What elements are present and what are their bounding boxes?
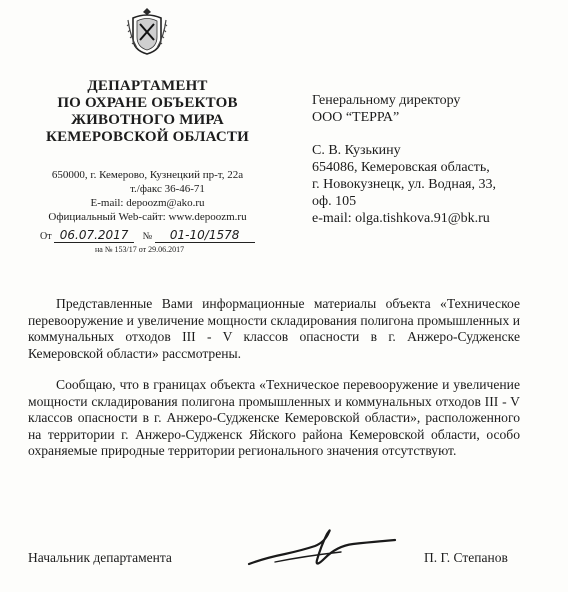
- sender-contacts: [25, 168, 270, 224]
- outgoing-number: 01-10/1578: [155, 228, 255, 243]
- body-paragraph-1: Представленные Вами информационные материалы объекта «Техническое перевооружение и увеличение мощности складирования полигона промышленных и коммунальных отходов III - V классов опасности в г. Анжеро-Судженске Кемеровской области» рассмотрены.: [28, 296, 520, 361]
- date-prefix: От: [40, 231, 52, 242]
- department-name: [25, 78, 270, 146]
- sender-website: Официальный Web-сайт: www.depoozm.ru: [48, 211, 247, 223]
- recipient-title: Генеральному директору: [312, 93, 461, 108]
- sender-email: E-mail: depoozm@ako.ru: [90, 197, 205, 209]
- signer-position: Начальник департамента: [28, 550, 172, 565]
- reply-to-reference: на № 153/17 от 29.06.2017: [95, 245, 185, 254]
- handwritten-signature: [245, 524, 405, 574]
- department-name-line: КЕМЕРОВСКОЙ ОБЛАСТИ: [46, 129, 249, 145]
- signer-name: П. Г. Степанов: [424, 550, 508, 565]
- recipient-company: ООО “ТЕРРА”: [312, 110, 400, 125]
- sender-phone: т./факс 36-46-71: [130, 183, 205, 195]
- department-name-line: ДЕПАРТАМЕНТ: [87, 78, 208, 94]
- outgoing-reference: [40, 228, 255, 243]
- recipient-position: [312, 92, 460, 126]
- recipient-email: e-mail: olga.tishkova.91@bk.ru: [312, 211, 490, 226]
- recipient-address-line: 654086, Кемеровская область,: [312, 160, 490, 175]
- recipient-address: [312, 159, 496, 227]
- body-paragraph-2: Сообщаю, что в границах объекта «Техническое перевооружение и увеличение мощности складирования полигона промышленных и коммунальных отходов III - V классов опасности в г. Анжеро-Судженске Кемеровской области», расположенного на территории г. Анжеро-Судженск Яйского района Кемеровской области, особо охраняемые природные территории регионального значения отсутствуют.: [28, 377, 520, 459]
- recipient-address-line: г. Новокузнецк, ул. Водная, 33,: [312, 177, 496, 192]
- outgoing-date: 06.07.2017: [54, 228, 134, 243]
- coat-of-arms-emblem: [125, 6, 169, 56]
- department-name-line: ЖИВОТНОГО МИРА: [71, 112, 224, 128]
- number-prefix: №: [142, 231, 153, 242]
- recipient-name: С. В. Кузькину: [312, 143, 401, 158]
- department-name-line: ПО ОХРАНЕ ОБЪЕКТОВ: [57, 95, 238, 111]
- sender-address: 650000, г. Кемерово, Кузнецкий пр-т, 22а: [51, 169, 244, 181]
- recipient-address-line: оф. 105: [312, 194, 357, 209]
